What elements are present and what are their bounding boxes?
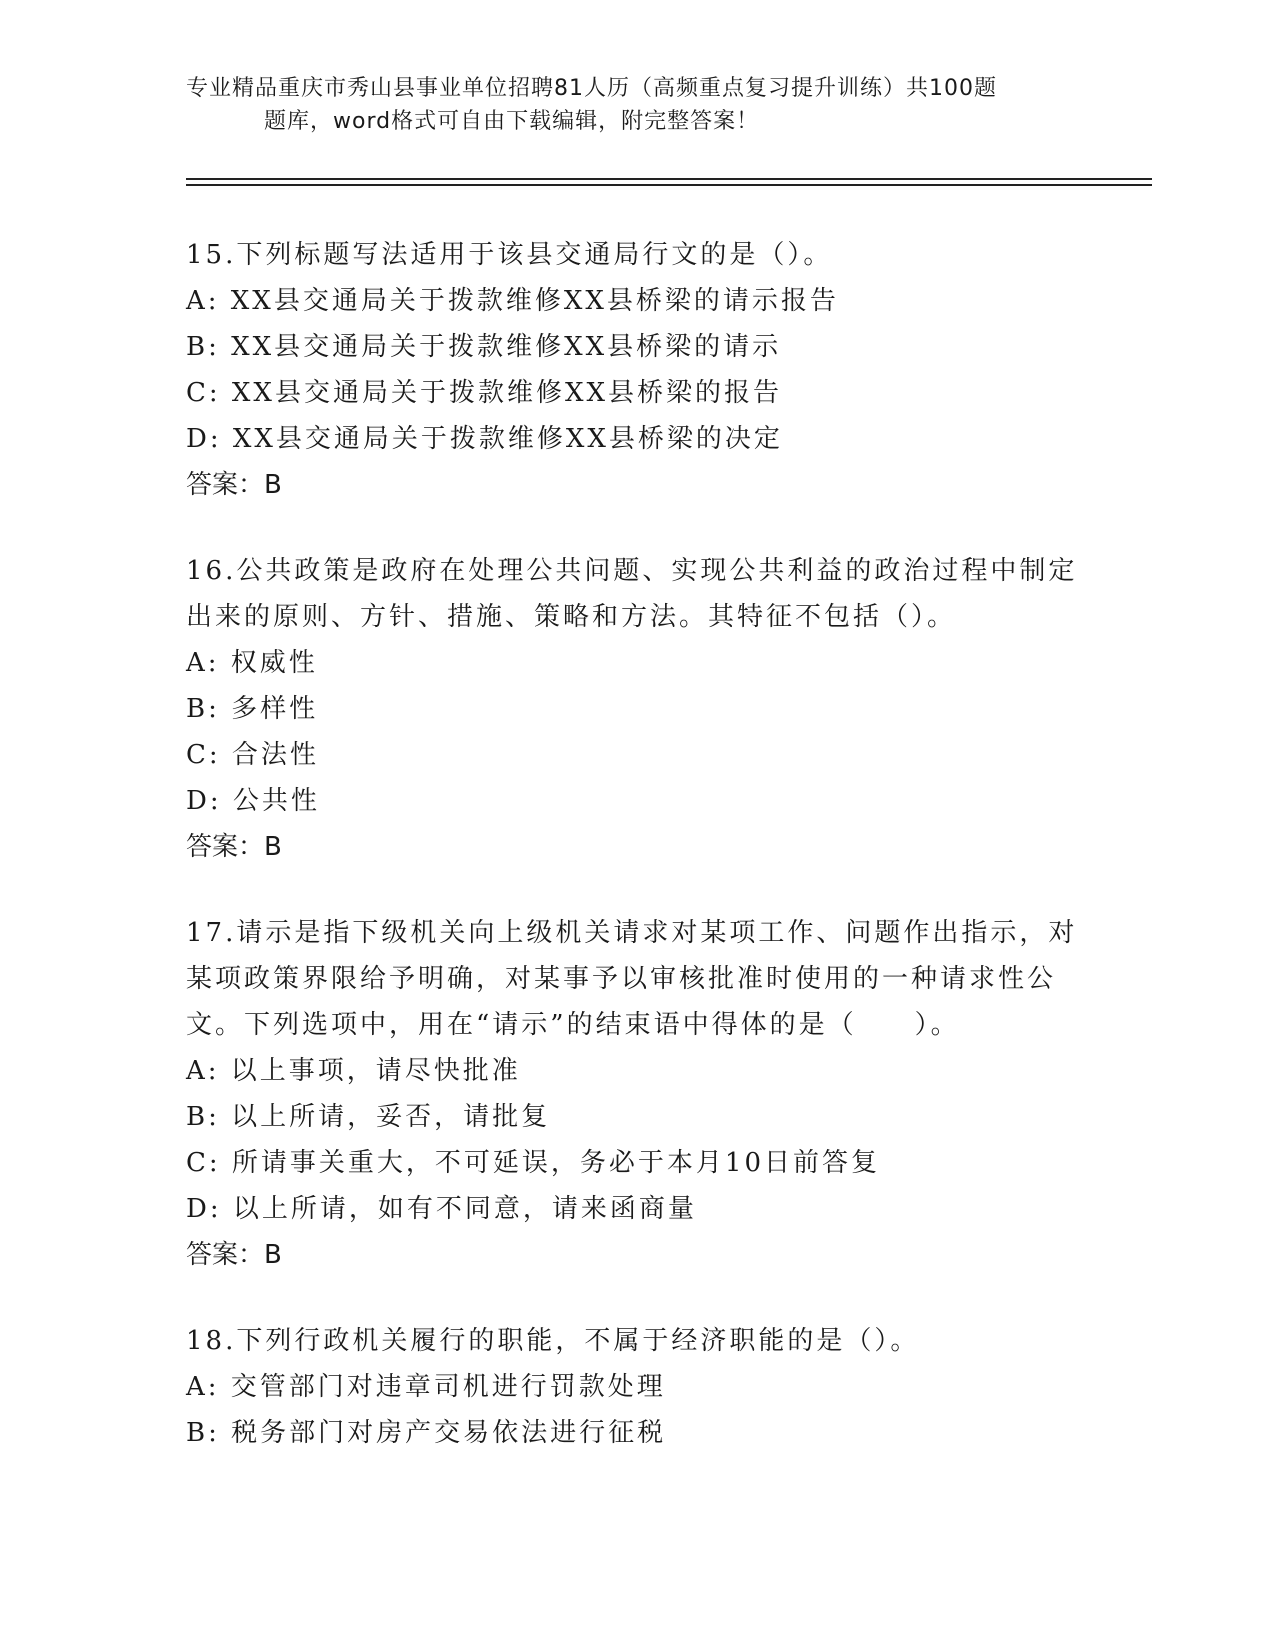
- option-a: A: XX县交通局关于拨款维修XX县桥梁的请示报告: [186, 286, 839, 316]
- option-c: C: 所请事关重大，不可延误，务必于本月10日前答复: [186, 1148, 881, 1178]
- option-d: D: 以上所请，如有不同意，请来函商量: [186, 1194, 697, 1224]
- option-b: B: 税务部门对房产交易依法进行征税: [186, 1418, 667, 1448]
- question-15: [186, 232, 1086, 508]
- question-stem: 17.请示是指下级机关向上级机关请求对某项工作、问题作出指示，对某项政策界限给予明确，对某事予以审核批准时使用的一种请求性公文。下列选项中，用在“请示”的结束语中得体的是（ ）。: [186, 918, 1078, 1040]
- option-b: B: 多样性: [186, 694, 319, 724]
- option-a: A: 交管部门对违章司机进行罚款处理: [186, 1372, 666, 1402]
- question-stem: 16.公共政策是政府在处理公共问题、实现公共利益的政治过程中制定出来的原则、方针、措施、策略和方法。其特征不包括（）。: [186, 556, 1078, 632]
- option-a: A: 权威性: [186, 648, 318, 678]
- option-a: A: 以上事项，请尽快批准: [186, 1056, 521, 1086]
- option-b: B: 以上所请，妥否，请批复: [186, 1102, 551, 1132]
- option-b: B: XX县交通局关于拨款维修XX县桥梁的请示: [186, 332, 782, 362]
- option-c: C: 合法性: [186, 740, 319, 770]
- answer-line: 答案：B: [186, 832, 282, 862]
- header-title-line1: 专业精品重庆市秀山县事业单位招聘81人历（高频重点复习提升训练）共100题: [186, 76, 997, 101]
- option-d: D: XX县交通局关于拨款维修XX县桥梁的决定: [186, 424, 783, 454]
- document-header: [186, 72, 1086, 138]
- question-stem: 18.下列行政机关履行的职能，不属于经济职能的是（）。: [186, 1326, 920, 1356]
- option-d: D: 公共性: [186, 786, 320, 816]
- header-divider-top: [186, 178, 1152, 180]
- question-17: [186, 910, 1086, 1278]
- question-stem: 15.下列标题写法适用于该县交通局行文的是（）。: [186, 240, 833, 270]
- header-title-line2: 题库，word格式可自由下载编辑，附完整答案！: [264, 109, 760, 134]
- option-c: C: XX县交通局关于拨款维修XX县桥梁的报告: [186, 378, 782, 408]
- question-16: [186, 548, 1086, 870]
- header-divider-bottom: [186, 184, 1152, 186]
- answer-line: 答案：B: [186, 470, 282, 500]
- question-list: [186, 232, 1086, 1496]
- answer-line: 答案：B: [186, 1240, 282, 1270]
- question-18: [186, 1318, 1086, 1456]
